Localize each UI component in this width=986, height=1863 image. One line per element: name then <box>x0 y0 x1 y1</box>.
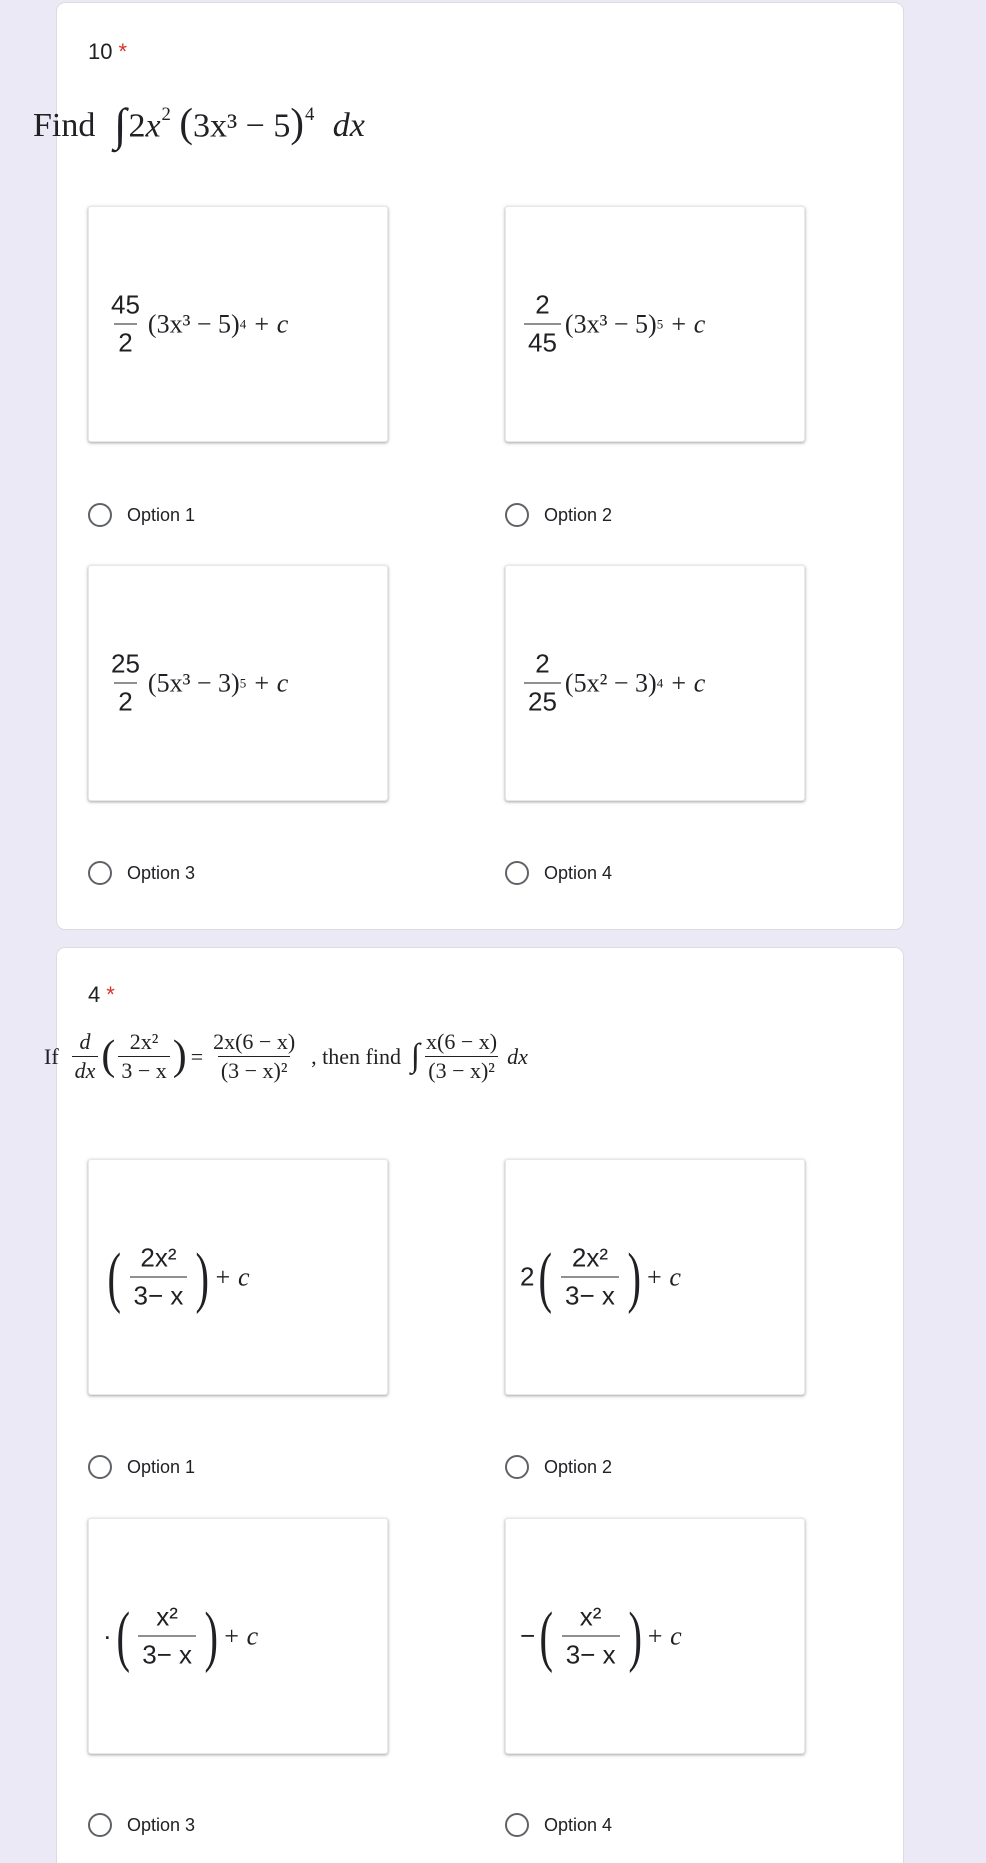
option-radio-row[interactable]: Option 1 <box>88 503 195 527</box>
question-prompt: If $\frac{d}{dx}$ ( $\frac{\text{2x²}}{3 - x}$ ) = $\frac{2x(6 - x)}{\text{(3 − x)²}}$ , then find ∫ $\frac{x(6 - x)}{\text{(3 − x)²}}$ dx <box>44 1029 528 1084</box>
radio-button[interactable] <box>88 861 112 885</box>
option-radio-row[interactable]: Option 2 <box>505 1455 612 1479</box>
required-asterisk: * <box>106 982 115 1007</box>
question-prompt: Find $\int 2x^2$ $(3x^3 - 5)^4$ dx <box>33 99 365 150</box>
option-radio-row[interactable]: Option 4 <box>505 861 612 885</box>
option-image[interactable]: $\frac{45}{2}$ (3x³ − 5) 4 + c <box>88 206 388 442</box>
radio-button[interactable] <box>505 1813 529 1837</box>
question-number: 4 * <box>88 982 115 1007</box>
option-radio-row[interactable]: Option 3 <box>88 1813 195 1837</box>
option-image[interactable]: $\frac{25}{2}$ (5x³ − 3) 5 + c <box>88 565 388 801</box>
radio-button[interactable] <box>88 503 112 527</box>
option-radio-row[interactable]: Option 4 <box>505 1813 612 1837</box>
option-radio-row[interactable]: Option 2 <box>505 503 612 527</box>
option-image[interactable]: ( $\frac{\text{2x²}}{3- x}$ ) + c <box>88 1159 388 1395</box>
option-radio-row[interactable]: Option 1 <box>88 1455 195 1479</box>
required-asterisk: * <box>118 39 128 64</box>
radio-button[interactable] <box>88 1813 112 1837</box>
radio-button[interactable] <box>505 503 529 527</box>
option-image[interactable]: − ( $\frac{\text{x²}}{3- x}$ ) + c <box>505 1518 805 1754</box>
radio-button[interactable] <box>505 1455 529 1479</box>
radio-button[interactable] <box>505 861 529 885</box>
option-image[interactable]: $\frac{2}{25}$ (5x² − 3) 4 + c <box>505 565 805 801</box>
option-image[interactable]: $\frac{2}{45}$ (3x³ − 5) 5 + c <box>505 206 805 442</box>
question-number: 10 * <box>88 39 128 64</box>
option-radio-row[interactable]: Option 3 <box>88 861 195 885</box>
radio-button[interactable] <box>88 1455 112 1479</box>
option-image[interactable]: · ( $\frac{\text{x²}}{3- x}$ ) + c <box>88 1518 388 1754</box>
option-image[interactable]: 2 ( $\frac{\text{2x²}}{3- x}$ ) + c <box>505 1159 805 1395</box>
